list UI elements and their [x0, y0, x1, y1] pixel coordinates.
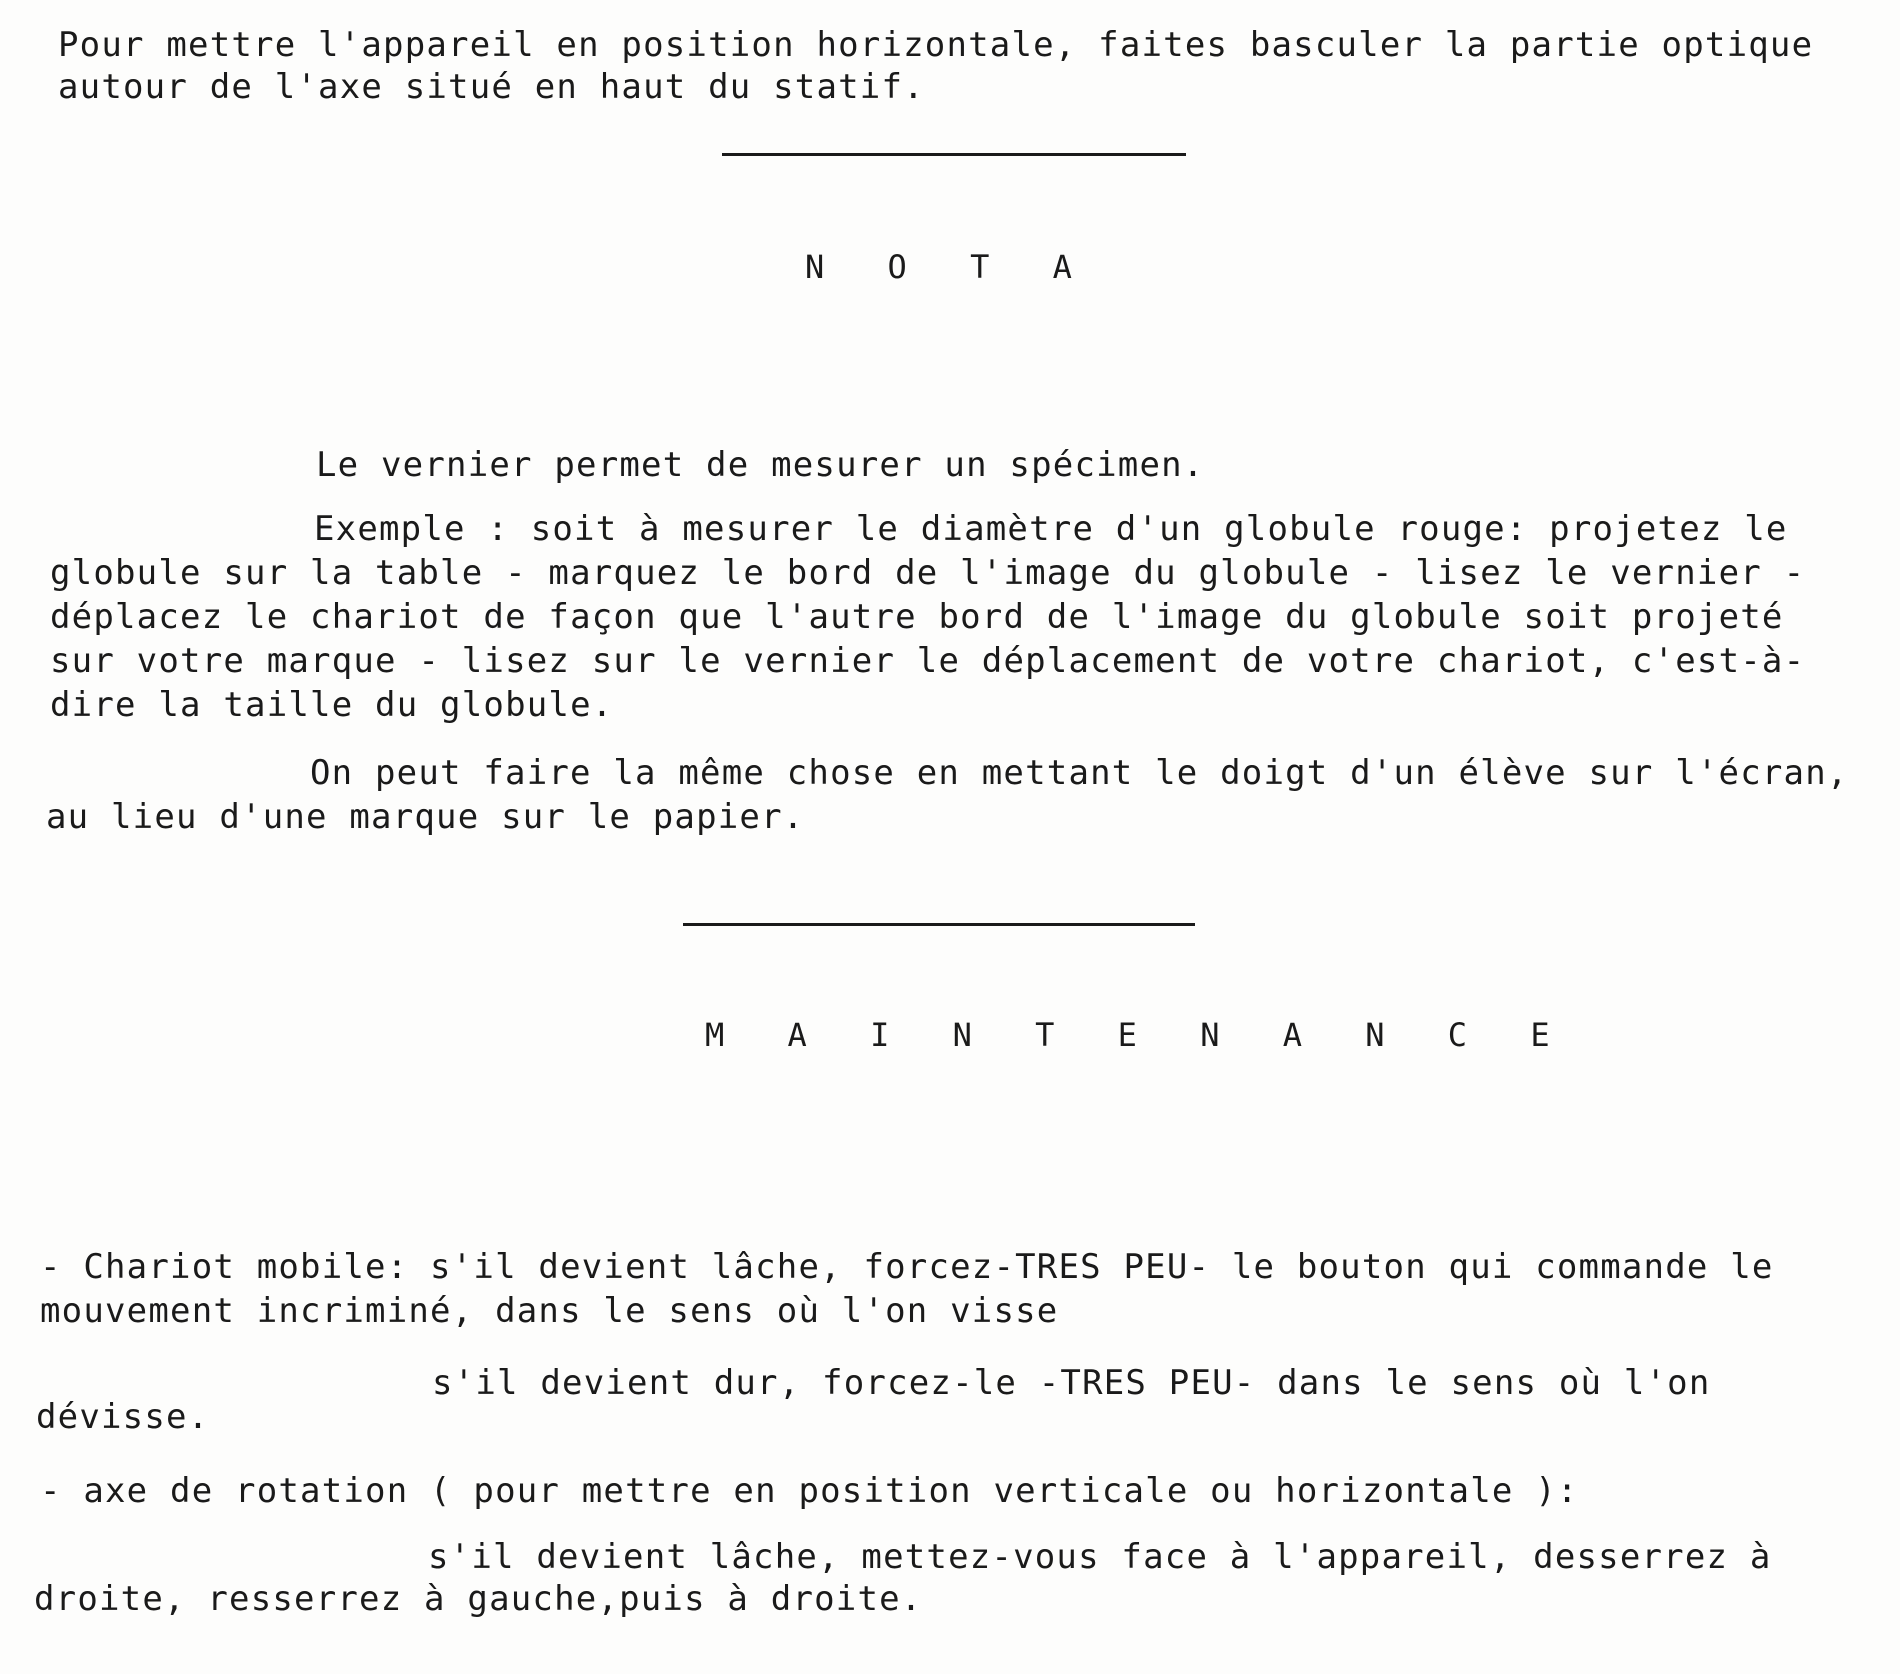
divider-top [722, 153, 1186, 156]
nota-paragraph-1: Le vernier permet de mesurer un spécimen. [316, 445, 1205, 485]
maintenance-item-1-line-3: s'il devient dur, forcez-le -TRES PEU- dans le sens où l'on [432, 1363, 1711, 1403]
maintenance-item-1-line-1: - Chariot mobile: s'il devient lâche, forcez-TRES PEU- le bouton qui commande le [40, 1247, 1774, 1287]
maintenance-item-1-line-4: dévisse. [36, 1397, 210, 1437]
nota-paragraph-2-line-4: sur votre marque - lisez sur le vernier le déplacement de votre chariot, c'est-à- [50, 641, 1806, 681]
maintenance-heading: M A I N T E N A N C E [705, 1016, 1572, 1054]
nota-paragraph-2-line-5: dire la taille du globule. [50, 685, 614, 725]
nota-paragraph-3-line-1: On peut faire la même chose en mettant le doigt d'un élève sur l'écran, [310, 753, 1849, 793]
intro-line-2: autour de l'axe situé en haut du statif. [58, 67, 925, 107]
nota-heading: N O T A [805, 248, 1094, 286]
nota-paragraph-2-line-2: globule sur la table - marquez le bord de l'image du globule - lisez le vernier - [50, 553, 1806, 593]
nota-paragraph-3-line-2: au lieu d'une marque sur le papier. [46, 797, 805, 837]
maintenance-item-1-line-2: mouvement incriminé, dans le sens où l'on visse [40, 1291, 1059, 1331]
maintenance-item-2-line-3: droite, resserrez à gauche,puis à droite. [34, 1579, 923, 1619]
nota-paragraph-2-line-3: déplacez le chariot de façon que l'autre bord de l'image du globule soit projeté [50, 597, 1784, 637]
nota-paragraph-2-line-1: Exemple : soit à mesurer le diamètre d'un globule rouge: projetez le [314, 509, 1788, 549]
intro-line-1: Pour mettre l'appareil en position horizontale, faites basculer la partie optique [58, 25, 1814, 65]
maintenance-item-2-line-2: s'il devient lâche, mettez-vous face à l'appareil, desserrez à [428, 1537, 1772, 1577]
maintenance-item-2-line-1: - axe de rotation ( pour mettre en position verticale ou horizontale ): [40, 1471, 1579, 1511]
divider-bottom [683, 923, 1195, 926]
